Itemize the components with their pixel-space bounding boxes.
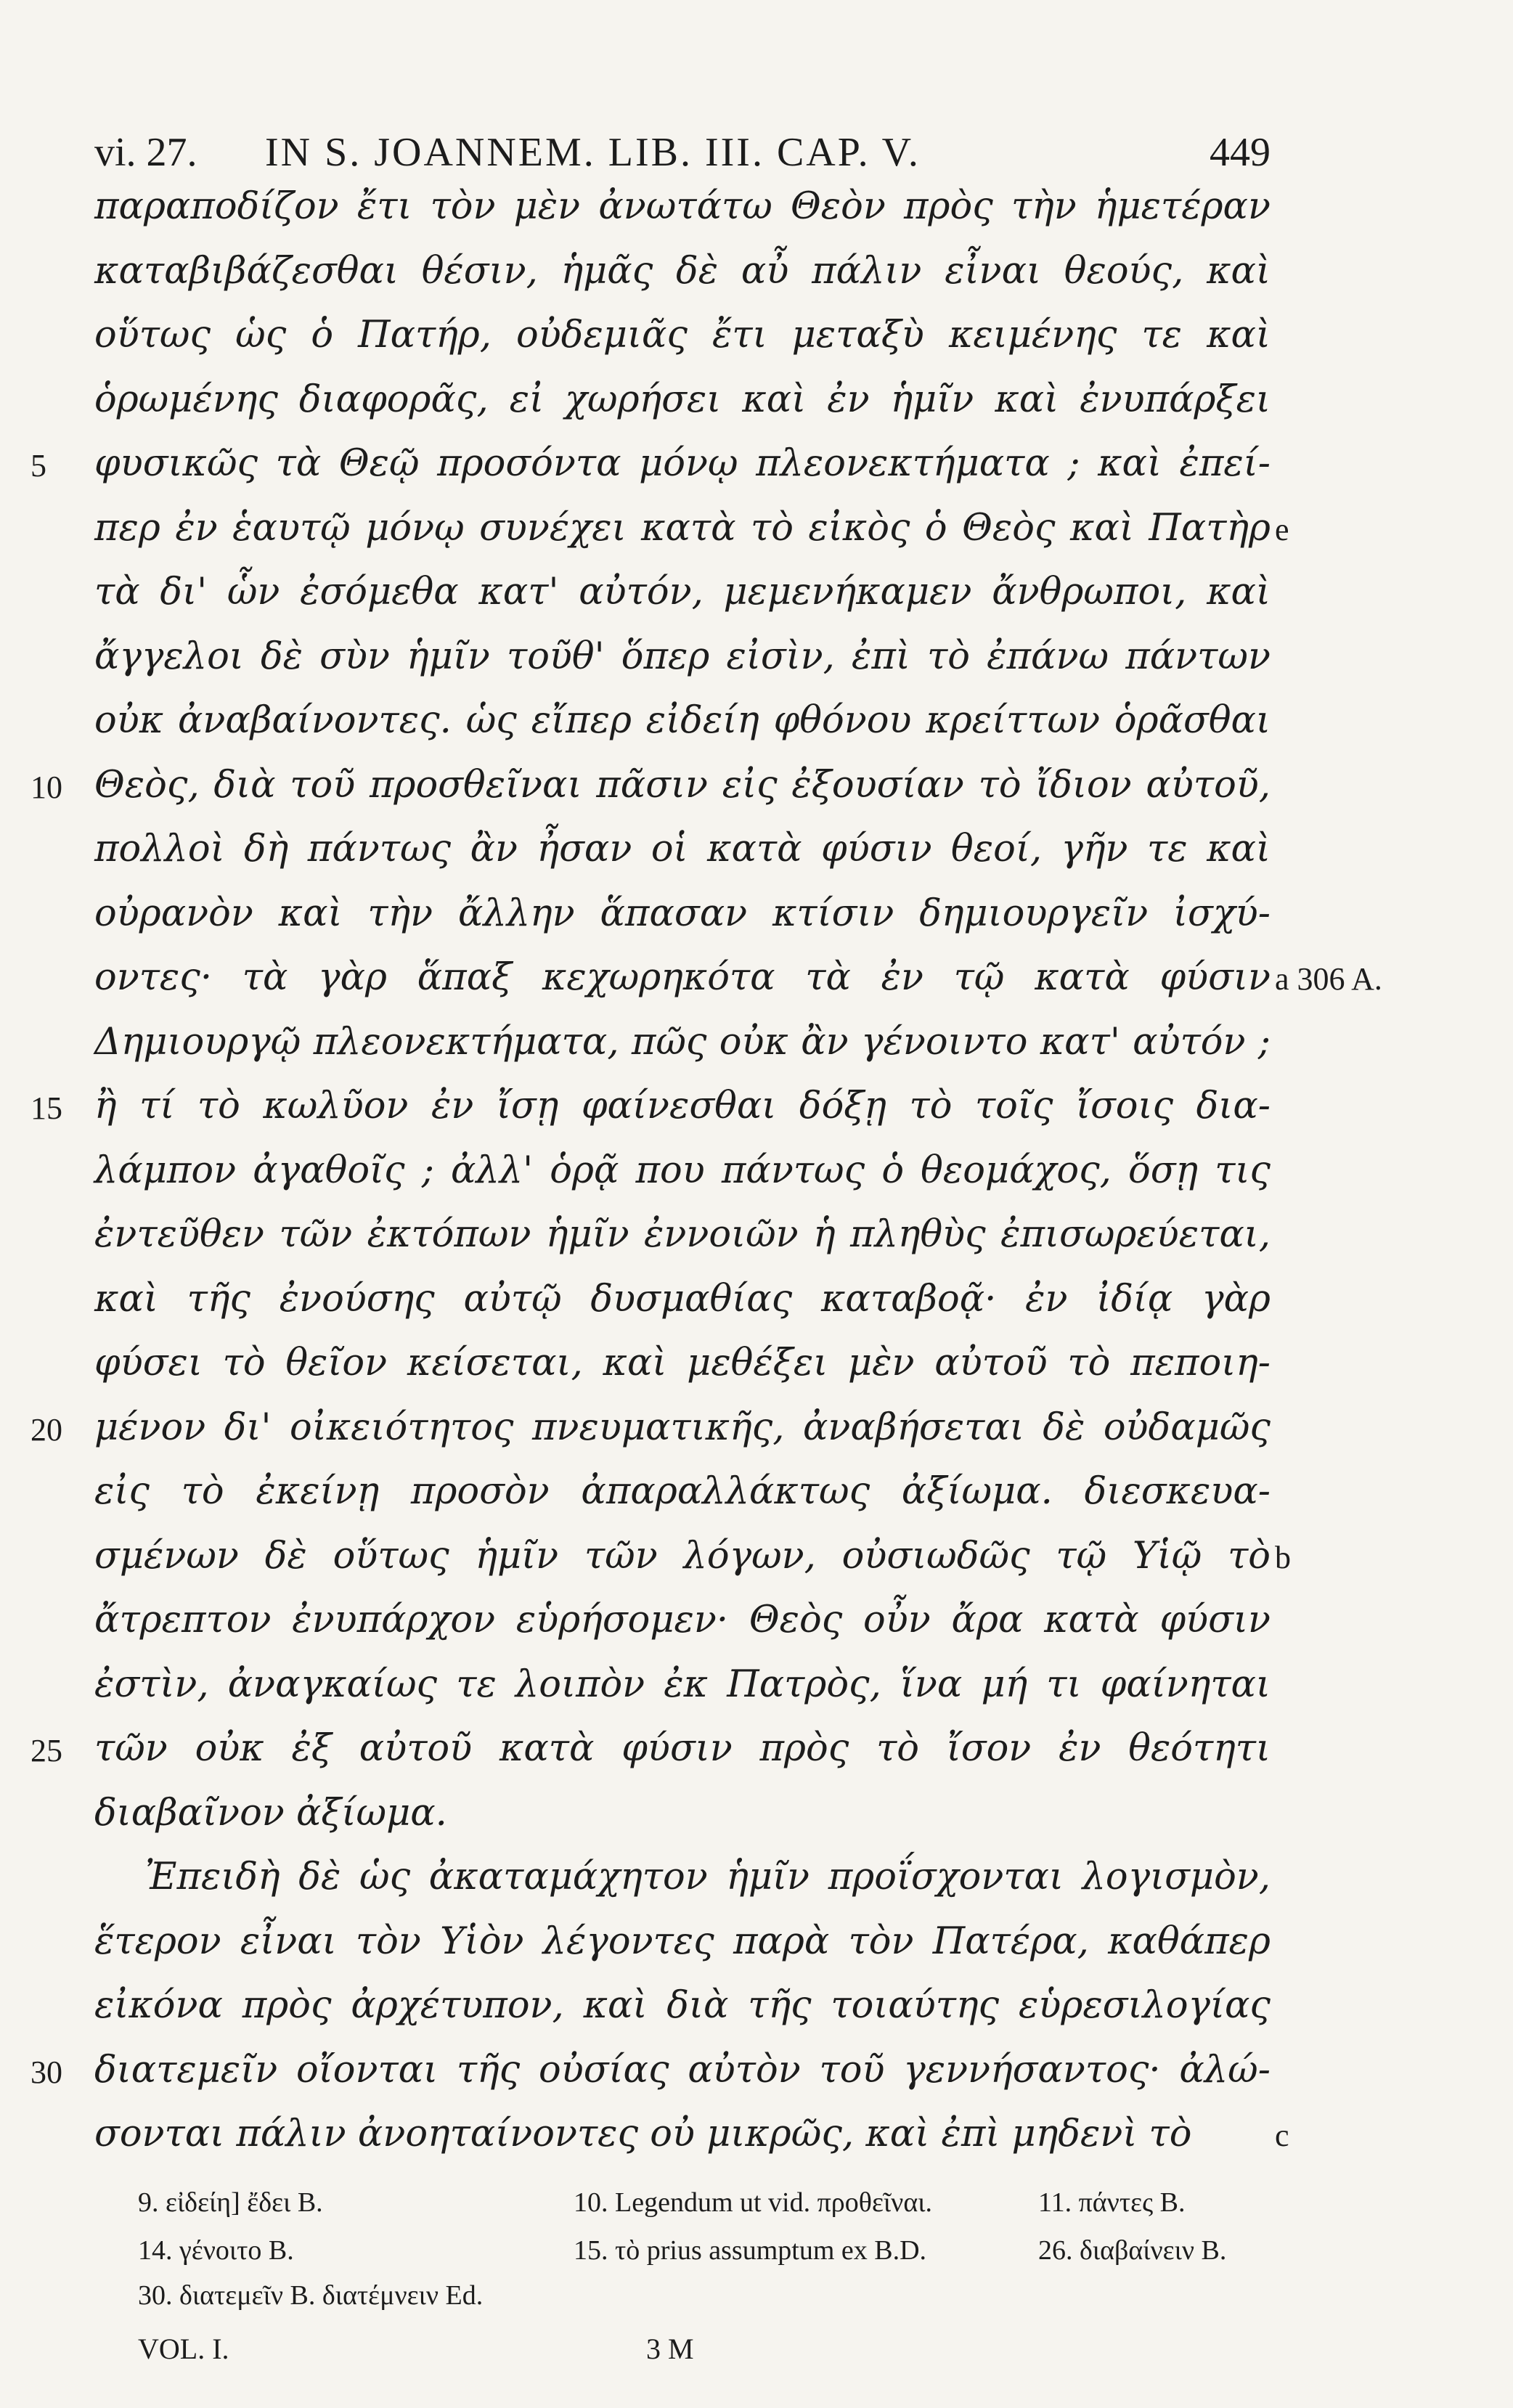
margin-reference: e — [1275, 512, 1289, 547]
line-number: 30 — [30, 2054, 62, 2090]
text-line: οὕτως ὡς ὁ Πατήρ, οὐδεμιᾶς ἔτι μεταξὺ κειμένης τε καὶ — [94, 314, 1271, 356]
text-line: παραποδίζον ἔτι τὸν μὲν ἀνωτάτω Θεὸν πρὸς τὴν ἡμετέραν — [94, 185, 1271, 228]
text-line: οὐκ ἀναβαίνοντες. ὡς εἴπερ εἰδείη φθόνου κρείττων ὁρᾶσθαι — [94, 699, 1271, 742]
line-number: 10 — [30, 770, 62, 805]
text-line: ἢ τί τὸ κωλῦον ἐν ἴσῃ φαίνεσθαι δόξῃ τὸ τοῖς ἴσοις δια- — [94, 1085, 1271, 1127]
text-line: ὁρωμένης διαφορᾶς, εἰ χωρήσει καὶ ἐν ἡμῖν καὶ ἐνυπάρξει — [94, 378, 1271, 421]
line-number: 15 — [30, 1090, 62, 1126]
footnote: 30. διατεμεῖν B. διατέμνειν Ed. — [138, 2280, 484, 2311]
text-line: Δημιουργῷ πλεονεκτήματα, πῶς οὐκ ἂν γένοιντο κατ' αὐτόν ; — [94, 1021, 1271, 1064]
footnote: 9. εἰδείη] ἔδει B. — [138, 2187, 323, 2218]
text-line: εἰκόνα πρὸς ἀρχέτυπον, καὶ διὰ τῆς τοιαύτης εὑρεσιλογίας — [94, 1984, 1271, 2027]
running-title: IN S. JOANNEM. LIB. III. CAP. V. — [265, 130, 921, 175]
text-line: ἐστὶν, ἀναγκαίως τε λοιπὸν ἐκ Πατρὸς, ἵνα μή τι φαίνηται — [94, 1663, 1271, 1706]
text-line: φυσικῶς τὰ Θεῷ προσόντα μόνῳ πλεονεκτήματα ; καὶ ἐπεί- — [94, 442, 1271, 485]
text-line: σμένων δὲ οὕτως ἡμῖν τῶν λόγων, οὐσιωδῶς τῷ Υἱῷ τὸ — [94, 1535, 1271, 1578]
text-line: ἕτερον εἶναι τὸν Υἱὸν λέγοντες παρὰ τὸν Πατέρα, καθάπερ — [94, 1920, 1271, 1963]
footnote: 10. Legendum ut vid. προθεῖναι. — [574, 2187, 932, 2218]
text-line: μένον δι' οἰκειότητος πνευματικῆς, ἀναβήσεται δὲ οὐδαμῶς — [94, 1406, 1271, 1449]
text-line: σονται πάλιν ἀνοηταίνοντες οὐ μικρῶς, καὶ ἐπὶ μηδενὶ τὸ — [94, 2113, 1192, 2155]
text-line: ἐντεῦθεν τῶν ἐκτόπων ἡμῖν ἐννοιῶν ἡ πληθὺς ἐπισωρεύεται, — [94, 1213, 1271, 1256]
margin-reference: a 306 A. — [1275, 961, 1382, 997]
text-line: Θεὸς, διὰ τοῦ προσθεῖναι πᾶσιν εἰς ἐξουσίαν τὸ ἴδιον αὐτοῦ, — [94, 764, 1271, 807]
footnote: 14. γένοιτο B. — [138, 2235, 294, 2266]
text-line: οντες· τὰ γὰρ ἅπαξ κεχωρηκότα τὰ ἐν τῷ κατὰ φύσιν — [94, 956, 1271, 999]
text-line: διατεμεῖν οἴονται τῆς οὐσίας αὐτὸν τοῦ γεννήσαντος· ἀλώ- — [94, 2049, 1271, 2091]
signature-mark: 3 M — [646, 2333, 694, 2365]
line-number: 25 — [30, 1733, 62, 1768]
text-line: πολλοὶ δὴ πάντως ἂν ἦσαν οἱ κατὰ φύσιν θεοί, γῆν τε καὶ — [94, 828, 1271, 870]
text-line: λάμπον ἀγαθοῖς ; ἀλλ' ὁρᾷ που πάντως ὁ θεομάχος, ὅσῃ τις — [94, 1149, 1271, 1192]
line-number: 20 — [30, 1412, 62, 1448]
text-line: διαβαῖνον ἀξίωμα. — [94, 1792, 447, 1834]
chapter-verse-ref: vi. 27. — [94, 130, 197, 175]
volume-label: VOL. I. — [138, 2333, 229, 2365]
text-line: εἰς τὸ ἐκείνῃ προσὸν ἀπαραλλάκτως ἀξίωμα. διεσκευα- — [94, 1470, 1271, 1513]
text-line: Ἐπειδὴ δὲ ὡς ἀκαταμάχητον ἡμῖν προΐσχονται λογισμὸν, — [145, 1856, 1271, 1898]
footnote: 11. πάντες B. — [1038, 2187, 1186, 2218]
text-line: φύσει τὸ θεῖον κείσεται, καὶ μεθέξει μὲν αὐτοῦ τὸ πεποιη- — [94, 1342, 1271, 1384]
text-line: τὰ δι' ὧν ἐσόμεθα κατ' αὐτόν, μεμενήκαμεν ἄνθρωποι, καὶ — [94, 571, 1271, 613]
text-line: καταβιβάζεσθαι θέσιν, ἡμᾶς δὲ αὖ πάλιν εἶναι θεούς, καὶ — [94, 250, 1271, 293]
margin-reference: b — [1275, 1540, 1291, 1575]
page-number: 449 — [1210, 130, 1271, 175]
text-line: περ ἐν ἑαυτῷ μόνῳ συνέχει κατὰ τὸ εἰκὸς ὁ Θεὸς καὶ Πατὴρ — [94, 507, 1271, 550]
text-line: ἄτρεπτον ἐνυπάρχον εὑρήσομεν· Θεὸς οὖν ἄρα κατὰ φύσιν — [94, 1599, 1271, 1641]
text-line: οὐρανὸν καὶ τὴν ἄλλην ἅπασαν κτίσιν δημιουργεῖν ἰσχύ- — [94, 892, 1271, 935]
footnote: 26. διαβαίνειν B. — [1038, 2235, 1227, 2266]
running-header — [94, 129, 1271, 187]
margin-reference: c — [1275, 2118, 1289, 2153]
footnote: 15. τὸ prius assumptum ex B.D. — [574, 2235, 927, 2266]
text-line: τῶν οὐκ ἐξ αὐτοῦ κατὰ φύσιν πρὸς τὸ ἴσον ἐν θεότητι — [94, 1727, 1271, 1770]
line-number: 5 — [30, 448, 46, 483]
text-line: ἄγγελοι δὲ σὺν ἡμῖν τοῦθ' ὅπερ εἰσὶν, ἐπὶ τὸ ἐπάνω πάντων — [94, 635, 1271, 678]
text-line: καὶ τῆς ἐνούσης αὐτῷ δυσμαθίας καταβοᾷ· ἐν ἰδίᾳ γὰρ — [94, 1278, 1271, 1321]
